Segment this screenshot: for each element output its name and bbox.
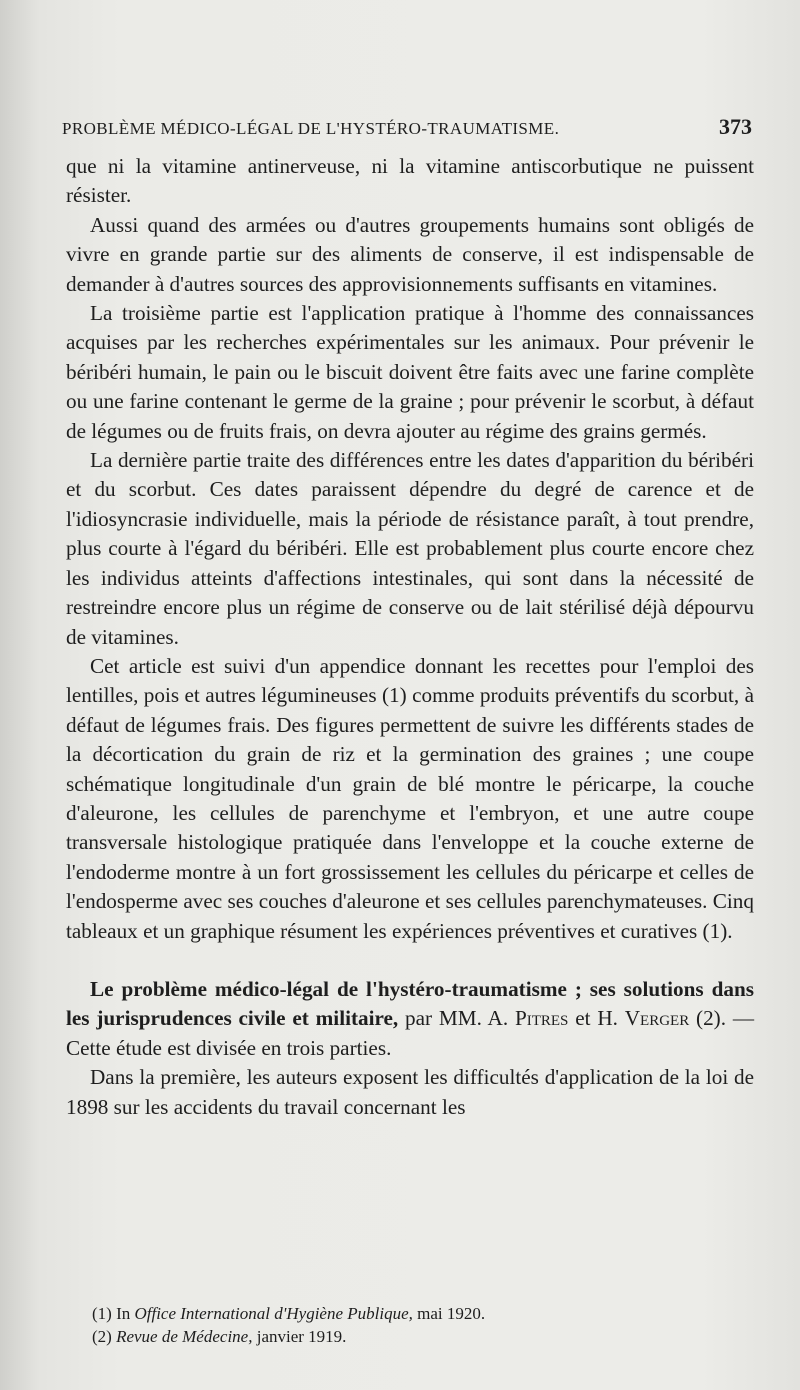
review-and: et	[575, 1006, 591, 1031]
footnote-ref: (2).	[696, 1006, 727, 1031]
author-name: Pitres	[514, 1006, 569, 1031]
paragraph: La troisième partie est l'application pratique à l'homme des connaissances acquises par les recherches expérimentales sur les animaux. Pour prévenir le béribéri humain, le pain ou le biscuit doivent être faits avec une farine complète ou une farine contenant le germe de la graine ; pour prévenir le scorbut, à défaut de légumes ou de fruits frais, on devra ajouter au régime des grains germés.	[66, 301, 754, 443]
footnote	[92, 1302, 752, 1325]
review-title: Le problème médico-légal de l'hystéro-traumatisme ; ses solutions dans les jurisprudences civile et militaire,	[66, 976, 754, 1031]
page-header	[62, 114, 752, 144]
running-title: PROBLÈME MÉDICO-LÉGAL DE L'HYSTÉRO-TRAUMATISME.	[62, 119, 560, 138]
author-initial: A.	[487, 1006, 509, 1031]
paragraph: que ni la vitamine antinerveuse, ni la vitamine antiscorbutique ne puissent résister.	[66, 154, 754, 208]
author-name: Verger	[624, 1006, 690, 1031]
footnotes	[92, 1302, 752, 1348]
footnote-source: Office International d'Hygiène Publique,	[134, 1304, 413, 1323]
paragraph: Cet article est suivi d'un appendice donnant les recettes pour l'emploi des lentilles, pois et autres légumineuses (1) comme produits préventifs du scorbut, à défaut de légumes frais. Des figures permettent de suivre les différents stades de la décortication du grain de riz et la germination des graines ; une coupe schématique longitudinale d'un grain de blé montre le péricarpe, la couche d'aleurone, les cellules de parenchyme et l'embryon, et une autre coupe transversale histologique pratiquée dans l'enveloppe et la couche externe de l'endoderme montre à un fort grossissement les cellules du péricarpe et celles de l'endosperme avec ses couches d'aleurone et ses cellules parenchymateuses. Cinq tableaux et un graphique résument les expériences préventives et curatives (1).	[66, 653, 754, 943]
review-summary: — Cette étude est divisée en trois parties.	[66, 1006, 755, 1060]
footnote-marker: (2)	[92, 1327, 112, 1346]
review-entry	[66, 975, 754, 1063]
footnote-marker: (1) In	[92, 1304, 131, 1323]
paragraph: Aussi quand des armées ou d'autres groupements humains sont obligés de vivre en grande partie sur des aliments de conserve, il est indispensable de demander à d'autres sources des approvisionnements suffisants en vitamines.	[66, 212, 754, 296]
paragraph: La dernière partie traite des différences entre les dates d'apparition du béribéri et du scorbut. Ces dates paraissent dépendre du degré de carence et de l'idiosyncrasie individuelle, mais la période de résistance paraît, à tout prendre, plus courte à l'égard du béribéri. Elle est probablement plus courte encore chez les individus atteints d'affections intestinales, qui sont dans la nécessité de restreindre encore plus un régime de conserve ou de lait stérilisé déjà dépourvu de vitamines.	[66, 448, 754, 649]
page-number: 373	[719, 114, 752, 139]
footnote-date: janvier 1919.	[256, 1327, 347, 1346]
body-text	[66, 152, 754, 1122]
author-initial: H.	[597, 1006, 618, 1031]
footnote	[92, 1325, 752, 1348]
footnote-date: mai 1920.	[417, 1304, 486, 1323]
paragraph: Dans la première, les auteurs exposent les difficultés d'application de la loi de 1898 sur les accidents du travail concernant les	[66, 1065, 754, 1119]
review-by: par MM.	[405, 1006, 482, 1031]
footnote-source: Revue de Médecine,	[116, 1327, 253, 1346]
